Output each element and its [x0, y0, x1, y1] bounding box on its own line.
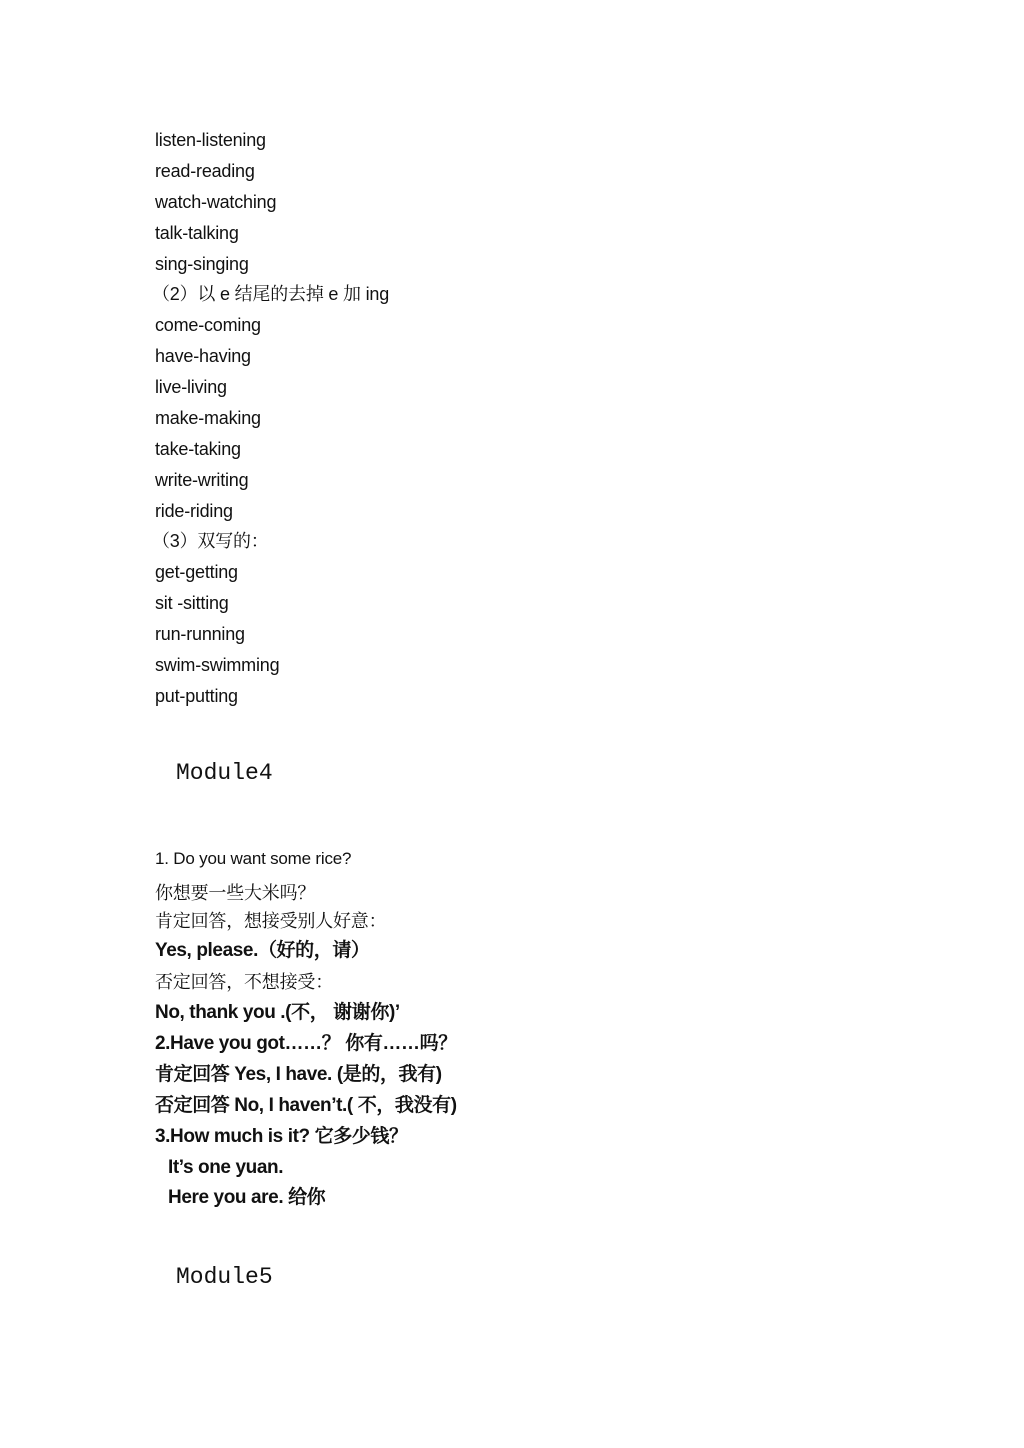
- word-write: write-writing: [155, 470, 249, 490]
- word-talk: talk-talking: [155, 223, 239, 243]
- word-put: put-putting: [155, 686, 238, 706]
- module5-heading: Module5: [176, 1264, 273, 1290]
- word-come: come-coming: [155, 315, 261, 335]
- m4-positive-have: 肯定回答 Yes, I have. (是的，我有): [155, 1064, 442, 1085]
- word-take: take-taking: [155, 439, 241, 459]
- module4-heading: Module4: [176, 760, 273, 786]
- m4-question-1: 1. Do you want some rice?: [155, 849, 352, 868]
- word-sit: sit -sitting: [155, 593, 229, 613]
- word-listen: listen-listening: [155, 130, 266, 150]
- m4-negative-label: 否定回答，不想接受：: [155, 972, 333, 992]
- m4-answer-yuan: It’s one yuan.: [168, 1157, 284, 1178]
- word-swim: swim-swimming: [155, 655, 280, 675]
- word-sing: sing-singing: [155, 254, 249, 274]
- word-ride: ride-riding: [155, 501, 233, 521]
- m4-question-3: 3.How much is it? 它多少钱？: [155, 1126, 408, 1147]
- m4-negative-have: 否定回答 No, I haven’t.( 不，我没有): [155, 1095, 457, 1116]
- word-make: make-making: [155, 408, 261, 428]
- word-read: read-reading: [155, 161, 255, 181]
- word-run: run-running: [155, 624, 245, 644]
- m4-question-2: 2.Have you got……？ 你有……吗？: [155, 1033, 457, 1054]
- m4-negative-answer: No, thank you .(不， 谢谢你)’: [155, 1002, 400, 1023]
- m4-here-you-are: Here you are. 给你: [168, 1187, 326, 1208]
- word-watch: watch-watching: [155, 192, 277, 212]
- rule-double: （3）双写的：: [152, 531, 269, 551]
- rule-drop-e: （2）以 e 结尾的去掉 e 加 ing: [152, 284, 390, 304]
- word-have: have-having: [155, 346, 251, 366]
- word-live: live-living: [155, 377, 227, 397]
- m4-translation-1: 你想要一些大米吗？: [155, 883, 316, 903]
- m4-positive-label: 肯定回答，想接受别人好意：: [155, 911, 387, 931]
- word-get: get-getting: [155, 562, 238, 582]
- m4-positive-answer: Yes, please.（好的，请）: [155, 940, 370, 961]
